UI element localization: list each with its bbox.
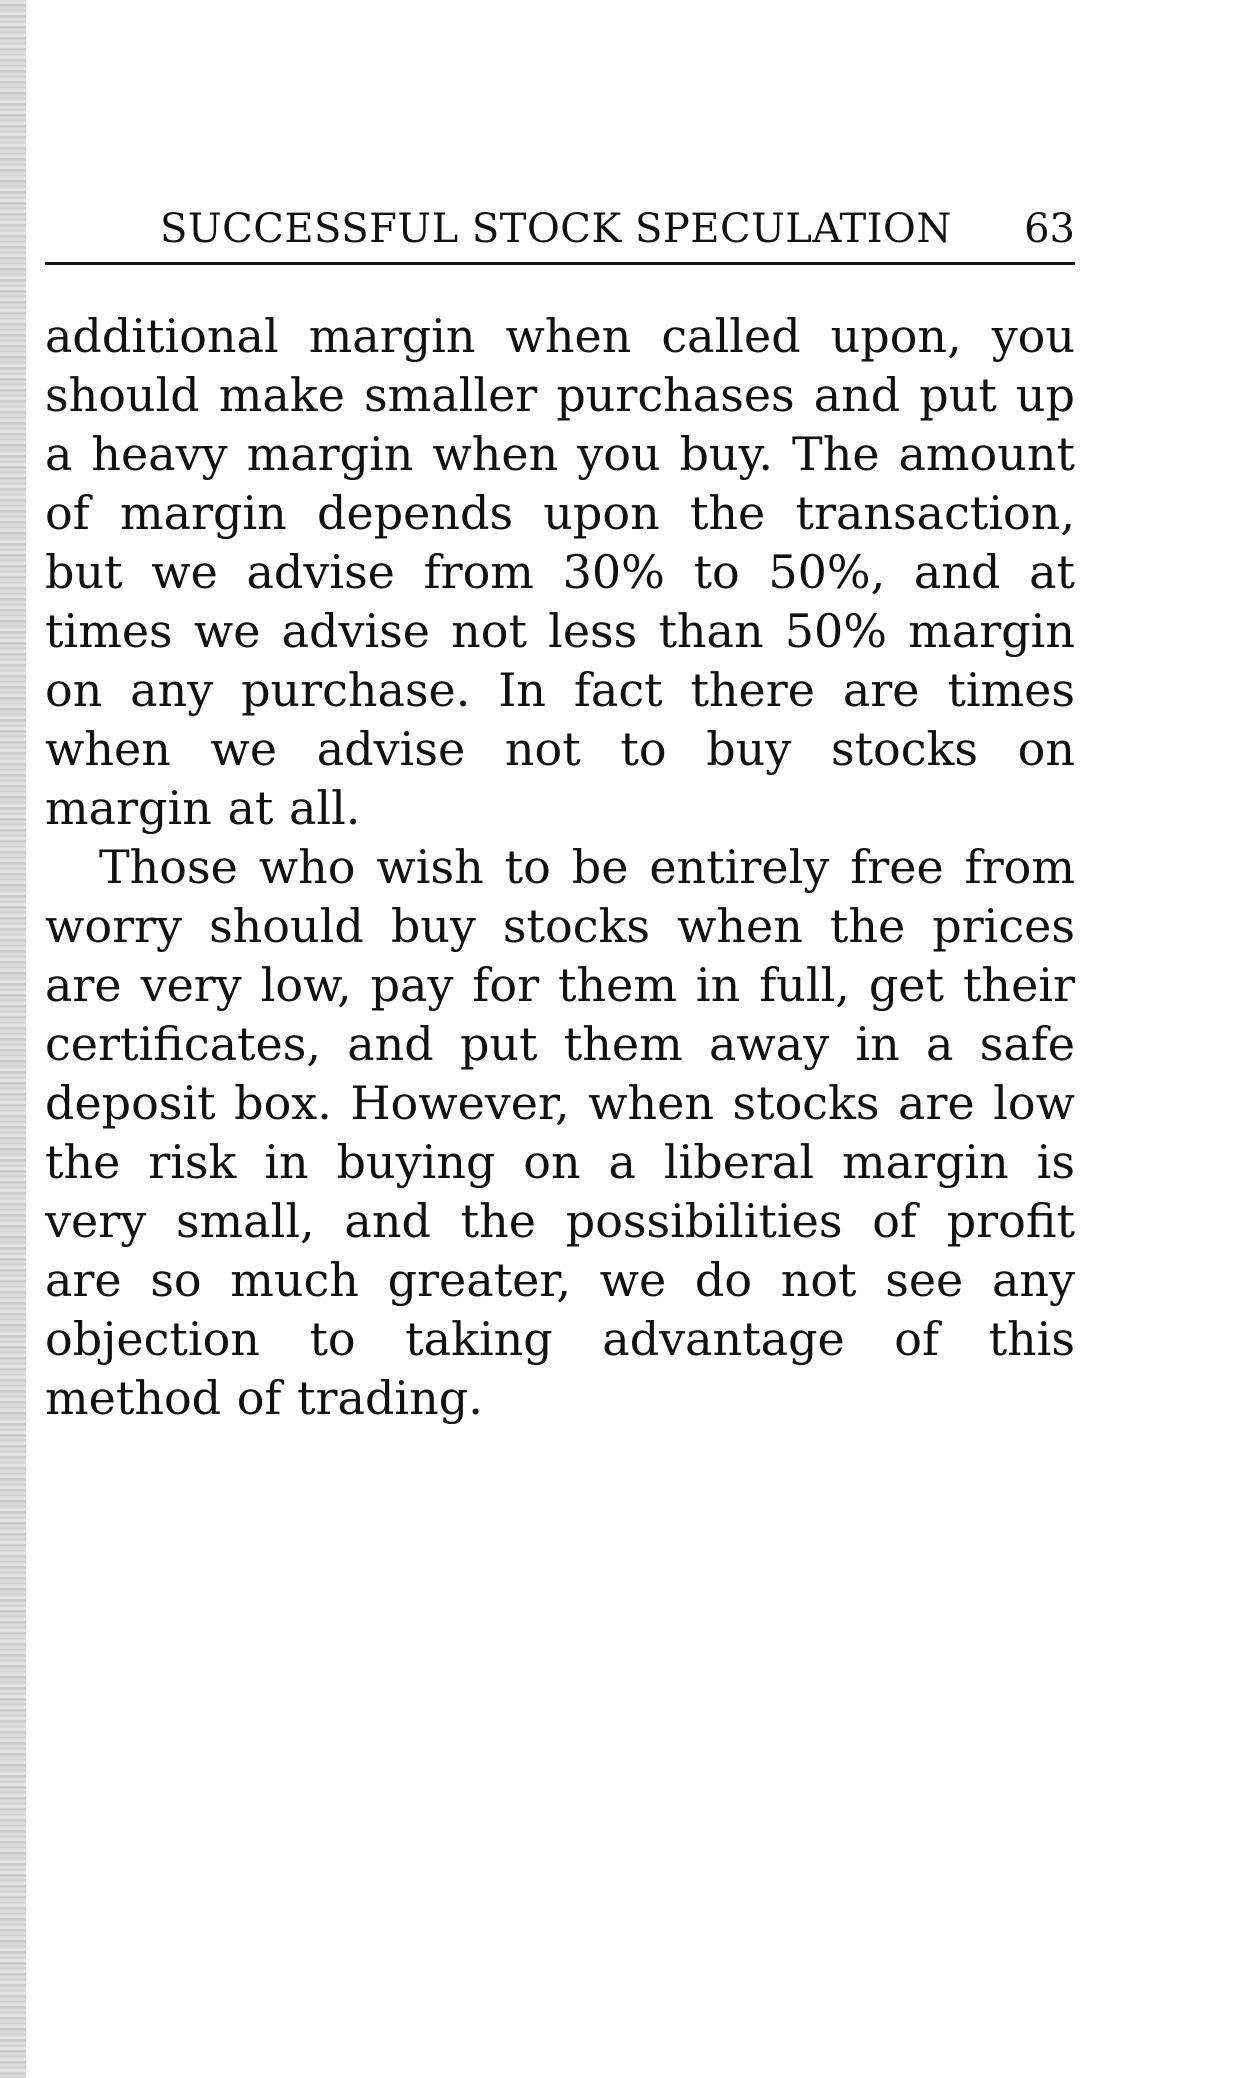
running-title: SUCCESSFUL STOCK SPECULATION — [160, 206, 952, 252]
paragraph: Those who wish to be entirely free from worry should buy stocks when the prices are very low, pay for them in full, get their certificates, and put them away in a safe deposit box. However, when stocks are low the risk in buying on a liberal margin is very small, and the possibilities of profit are so much greater, we do not see any objection to taking advantage of this method of trading. — [45, 840, 1075, 1425]
paragraph-continued: additional margin when called upon, you should make smaller purchases and put up a heavy margin when you buy. The amount of margin depends upon the transaction, but we advise from 30% to 50%, and at times we advise not less than 50% margin on any purchase. In fact there are times when we advise not to buy stocks on margin at all. — [45, 309, 1075, 835]
running-head — [45, 200, 1075, 265]
body-text — [45, 307, 1075, 1428]
page-number: 63 — [1024, 206, 1075, 252]
book-page — [45, 200, 1075, 1428]
binding-edge — [0, 0, 26, 2078]
